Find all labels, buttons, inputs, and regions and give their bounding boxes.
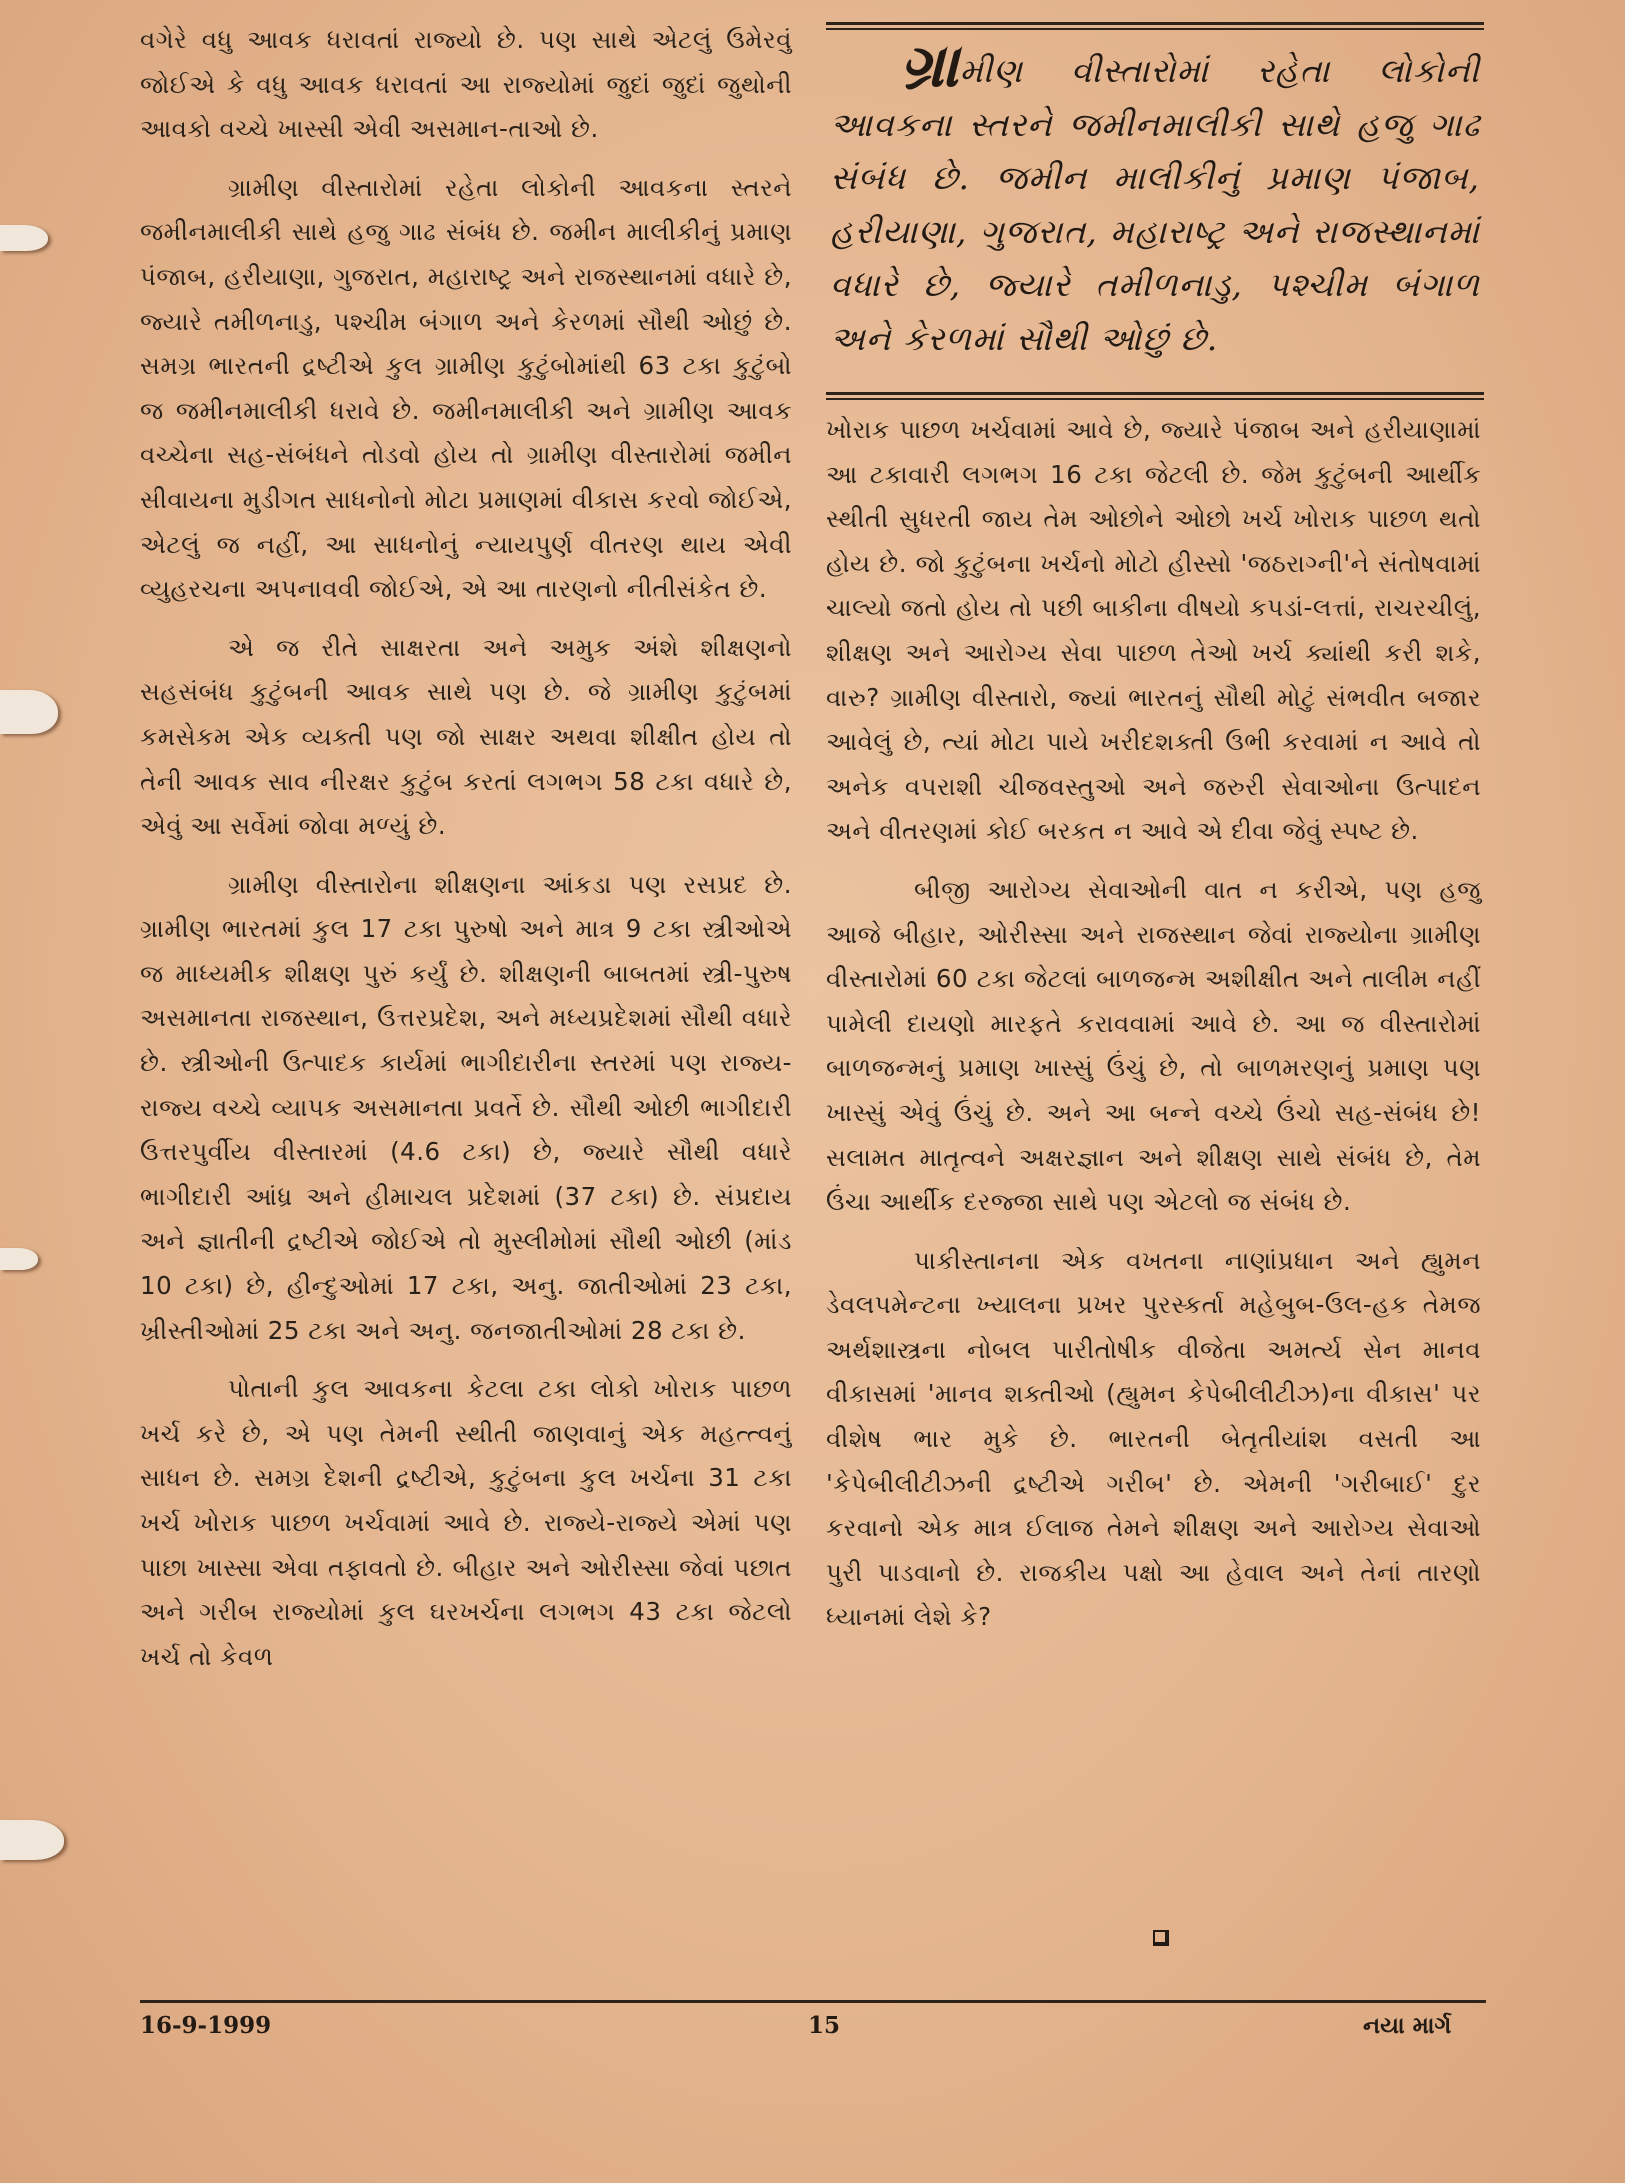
page-number: 15 (808, 2012, 841, 2039)
footer-date: 16-9-1999 (140, 2012, 272, 2039)
pull-quote-dropcap: ગ્રા (900, 31, 960, 101)
paragraph: ગ્રામીણ વીસ્તારોમાં રહેતા લોકોની આવકના સ્તરને જમીનમાલીકી સાથે હજુ ગાઢ સંબંધ છે. જમીન માલીકીનું પ્રમાણ પંજાબ, હરીયાણા, ગુજરાત, મહારાષ્ટ્ર અને રાજસ્થાનમાં વધારે છે, જ્યારે તમીળનાડુ, પશ્ચીમ બંગાળ અને કેરળમાં સૌથી ઓછું છે. સમગ્ર ભારતની દ્રષ્ટીએ કુલ ગ્રામીણ કુટુંબોમાંથી 63 ટકા કુટુંબો જ જમીનમાલીકી ધરાવે છે. જમીનમાલીકી અને ગ્રામીણ આવક વચ્ચેના સહ-સંબંધને તોડવો હોય તો ગ્રામીણ વીસ્તારોમાં જમીન સીવાયના મુડીગત સાધનોનો મોટા પ્રમાણમાં વીકાસ કરવો જોઈએ, એટલું જ નહીં, આ સાધનોનું ન્યાયપુર્ણ વીતરણ થાય એવી વ્યુહરચના અપનાવવી જોઈએ, એ આ તારણનો નીતીસંકેત છે. (140, 172, 792, 604)
paragraph: ગ્રામીણ વીસ્તારોના શીક્ષણના આંકડા પણ રસપ્રદ છે. ગ્રામીણ ભારતમાં કુલ 17 ટકા પુરુષો અને માત્ર 9 ટકા સ્ત્રીઓએ જ માધ્યમીક શીક્ષણ પુરું કર્યું છે. શીક્ષણની બાબતમાં સ્ત્રી-પુરુષ અસમાનતા રાજસ્થાન, ઉત્તરપ્રદેશ, અને મધ્યપ્રદેશમાં સૌથી વધારે છે. સ્ત્રીઓની ઉત્પાદક કાર્યમાં ભાગીદારીના સ્તરમાં પણ રાજ્ય-રાજ્ય વચ્ચે વ્યાપક અસમાનતા પ્રવર્તે છે. સૌથી ઓછી ભાગીદારી ઉત્તરપુર્વીય વીસ્તારમાં (4.6 ટકા) છે, જ્યારે સૌથી વધારે ભાગીદારી આંધ્ર અને હીમાચલ પ્રદેશમાં (37 ટકા) છે. સંપ્રદાય અને જ્ઞાતીની દ્રષ્ટીએ જોઈએ તો મુસ્લીમોમાં સૌથી ઓછી (માંડ 10 ટકા) છે, હીન્દુઓમાં 17 ટકા, અનુ. જાતીઓમાં 23 ટકા, ખ્રીસ્તીઓમાં 25 ટકા અને અનુ. જનજાતીઓમાં 28 ટકા છે. (140, 869, 792, 1345)
page-tear-mark (0, 1820, 64, 1860)
paragraph: ખોરાક પાછળ ખર્ચવામાં આવે છે, જ્યારે પંજાબ અને હરીયાણામાં આ ટકાવારી લગભગ 16 ટકા જેટલી છે. જેમ કુટુંબની આર્થીક સ્થીતી સુધરતી જાય તેમ ઓછોને ઓછો ખર્ચ ખોરાક પાછળ થતો હોય છે. જો કુટુંબના ખર્ચનો મોટો હીસ્સો 'જઠરાગ્ની'ને સંતોષવામાં ચાલ્યો જતો હોય તો પછી બાકીના વીષયો કપડાં-લત્તાં, રાચરચીલું, શીક્ષણ અને આરોગ્ય સેવા પાછળ તેઓ ખર્ચ ક્યાંથી કરી શકે, વારુ? ગ્રામીણ વીસ્તારો, જ્યાં ભારતનું સૌથી મોટું સંભવીત બજાર આવેલું છે, ત્યાં મોટા પાયે ખરીદશક્તી ઉભી કરવામાં ન આવે તો અનેક વપરાશી ચીજવસ્તુઓ અને જરુરી સેવાઓના ઉત્પાદન અને વીતરણમાં કોઈ બરકત ન આવે એ દીવા જેવું સ્પષ્ટ છે. (826, 415, 1481, 846)
magazine-name: નયા માર્ગ (1363, 2012, 1452, 2039)
page-tear-mark (0, 1248, 38, 1270)
paragraph: પોતાની કુલ આવકના કેટલા ટકા લોકો ખોરાક પાછળ ખર્ચ કરે છે, એ પણ તેમની સ્થીતી જાણવાનું એક મહત્ત્વનું સાધન છે. સમગ્ર દેશની દ્રષ્ટીએ, કુટુંબના કુલ ખર્ચના 31 ટકા ખર્ચ ખોરાક પાછળ ખર્ચવામાં આવે છે. રાજ્યે-રાજ્યે એમાં પણ પાછા ખાસ્સા એવા તફાવતો છે. બીહાર અને ઓરીસ્સા જેવાં પછાત અને ગરીબ રાજ્યોમાં કુલ ઘરખર્ચના લગભગ 43 ટકા જેટલો ખર્ચ તો કેવળ (140, 1374, 792, 1671)
paragraph: એ જ રીતે સાક્ષરતા અને અમુક અંશે શીક્ષણનો સહસંબંધ કુટુંબની આવક સાથે પણ છે. જે ગ્રામીણ કુટુંબમાં કમસેકમ એક વ્યક્તી પણ જો સાક્ષર અથવા શીક્ષીત હોય તો તેની આવક સાવ નીરક્ષર કુટુંબ કરતાં લગભગ 58 ટકા વધારે છે, એવું આ સર્વેમાં જોવા મળ્યું છે. (140, 632, 792, 841)
pull-quote-bottom-rule (826, 392, 1484, 400)
footer-rule (140, 2000, 1486, 2003)
page-tear-mark (0, 690, 58, 734)
pull-quote-top-rule (826, 22, 1484, 30)
pull-quote-text (830, 31, 1480, 365)
article-end-square-icon (1153, 1930, 1169, 1946)
page-tear-mark (0, 225, 48, 251)
paragraph: બીજી આરોગ્ય સેવાઓની વાત ન કરીએ, પણ હજુ આજે બીહાર, ઓરીસ્સા અને રાજસ્થાન જેવાં રાજ્યોના ગ્રામીણ વીસ્તારોમાં 60 ટકા જેટલાં બાળજન્મ અશીક્ષીત અને તાલીમ નહીં પામેલી દાયણો મારફતે કરાવવામાં આવે છે. આ જ વીસ્તારોમાં બાળજન્મનું પ્રમાણ ખાસ્સું ઉંચું છે, તો બાળમરણનું પ્રમાણ પણ ખાસ્સું એવું ઉંચું છે. અને આ બન્ને વચ્ચે ઉંચો સહ-સંબંધ છે! સલામત માતૃત્વને અક્ષરજ્ઞાન અને શીક્ષણ સાથે સંબંધ છે, તેમ ઉંચા આર્થીક દરજ્જા સાથે પણ એટલો જ સંબંધ છે. (826, 874, 1481, 1217)
pull-quote (826, 22, 1484, 404)
paragraph: વગેરે વધુ આવક ધરાવતાં રાજ્યો છે. પણ સાથે એટલું ઉમેરવું જોઈએ કે વધુ આવક ધરાવતાં આ રાજ્યોમાં જુદાં જુદાં જુથોની આવકો વચ્ચે ખાસ્સી એવી અસમાન-તાઓ છે. (140, 25, 792, 144)
left-column (140, 18, 792, 1693)
pull-quote-body: મીણ વીસ્તારોમાં રહેતા લોકોની આવકના સ્તરને જમીનમાલીકી સાથે હજુ ગાઢ સંબંધ છે. જમીન માલીકીનું પ્રમાણ પંજાબ, હરીયાણા, ગુજરાત, મહારાષ્ટ્ર અને રાજસ્થાનમાં વધારે છે, જ્યારે તમીળનાડુ, પશ્ચીમ બંગાળ અને કેરળમાં સૌથી ઓછું છે. (830, 51, 1480, 358)
right-column (826, 408, 1481, 1654)
paragraph: પાકીસ્તાનના એક વખતના નાણાંપ્રધાન અને હ્યુમન ડેવલપમેન્ટના ખ્યાલના પ્રખર પુરસ્કર્તા મહેબુબ-ઉલ-હક તેમજ અર્થશાસ્ત્રના નોબલ પારીતોષીક વીજેતા અમર્ત્ય સેન માનવ વીકાસમાં 'માનવ શક્તીઓ (હ્યુમન કેપેબીલીટીઝ)ના વીકાસ' પર વીશેષ ભાર મુકે છે. ભારતની બેતૃતીયાંશ વસતી આ 'કેપેબીલીટીઝની દ્રષ્ટીએ ગરીબ' છે. એમની 'ગરીબાઈ' દુર કરવાનો એક માત્ર ઈલાજ તેમને શીક્ષણ અને આરોગ્ય સેવાઓ પુરી પાડવાનો છે. રાજકીય પક્ષો આ હેવાલ અને તેનાં તારણો ધ્યાનમાં લેશે કે? (826, 1245, 1481, 1632)
